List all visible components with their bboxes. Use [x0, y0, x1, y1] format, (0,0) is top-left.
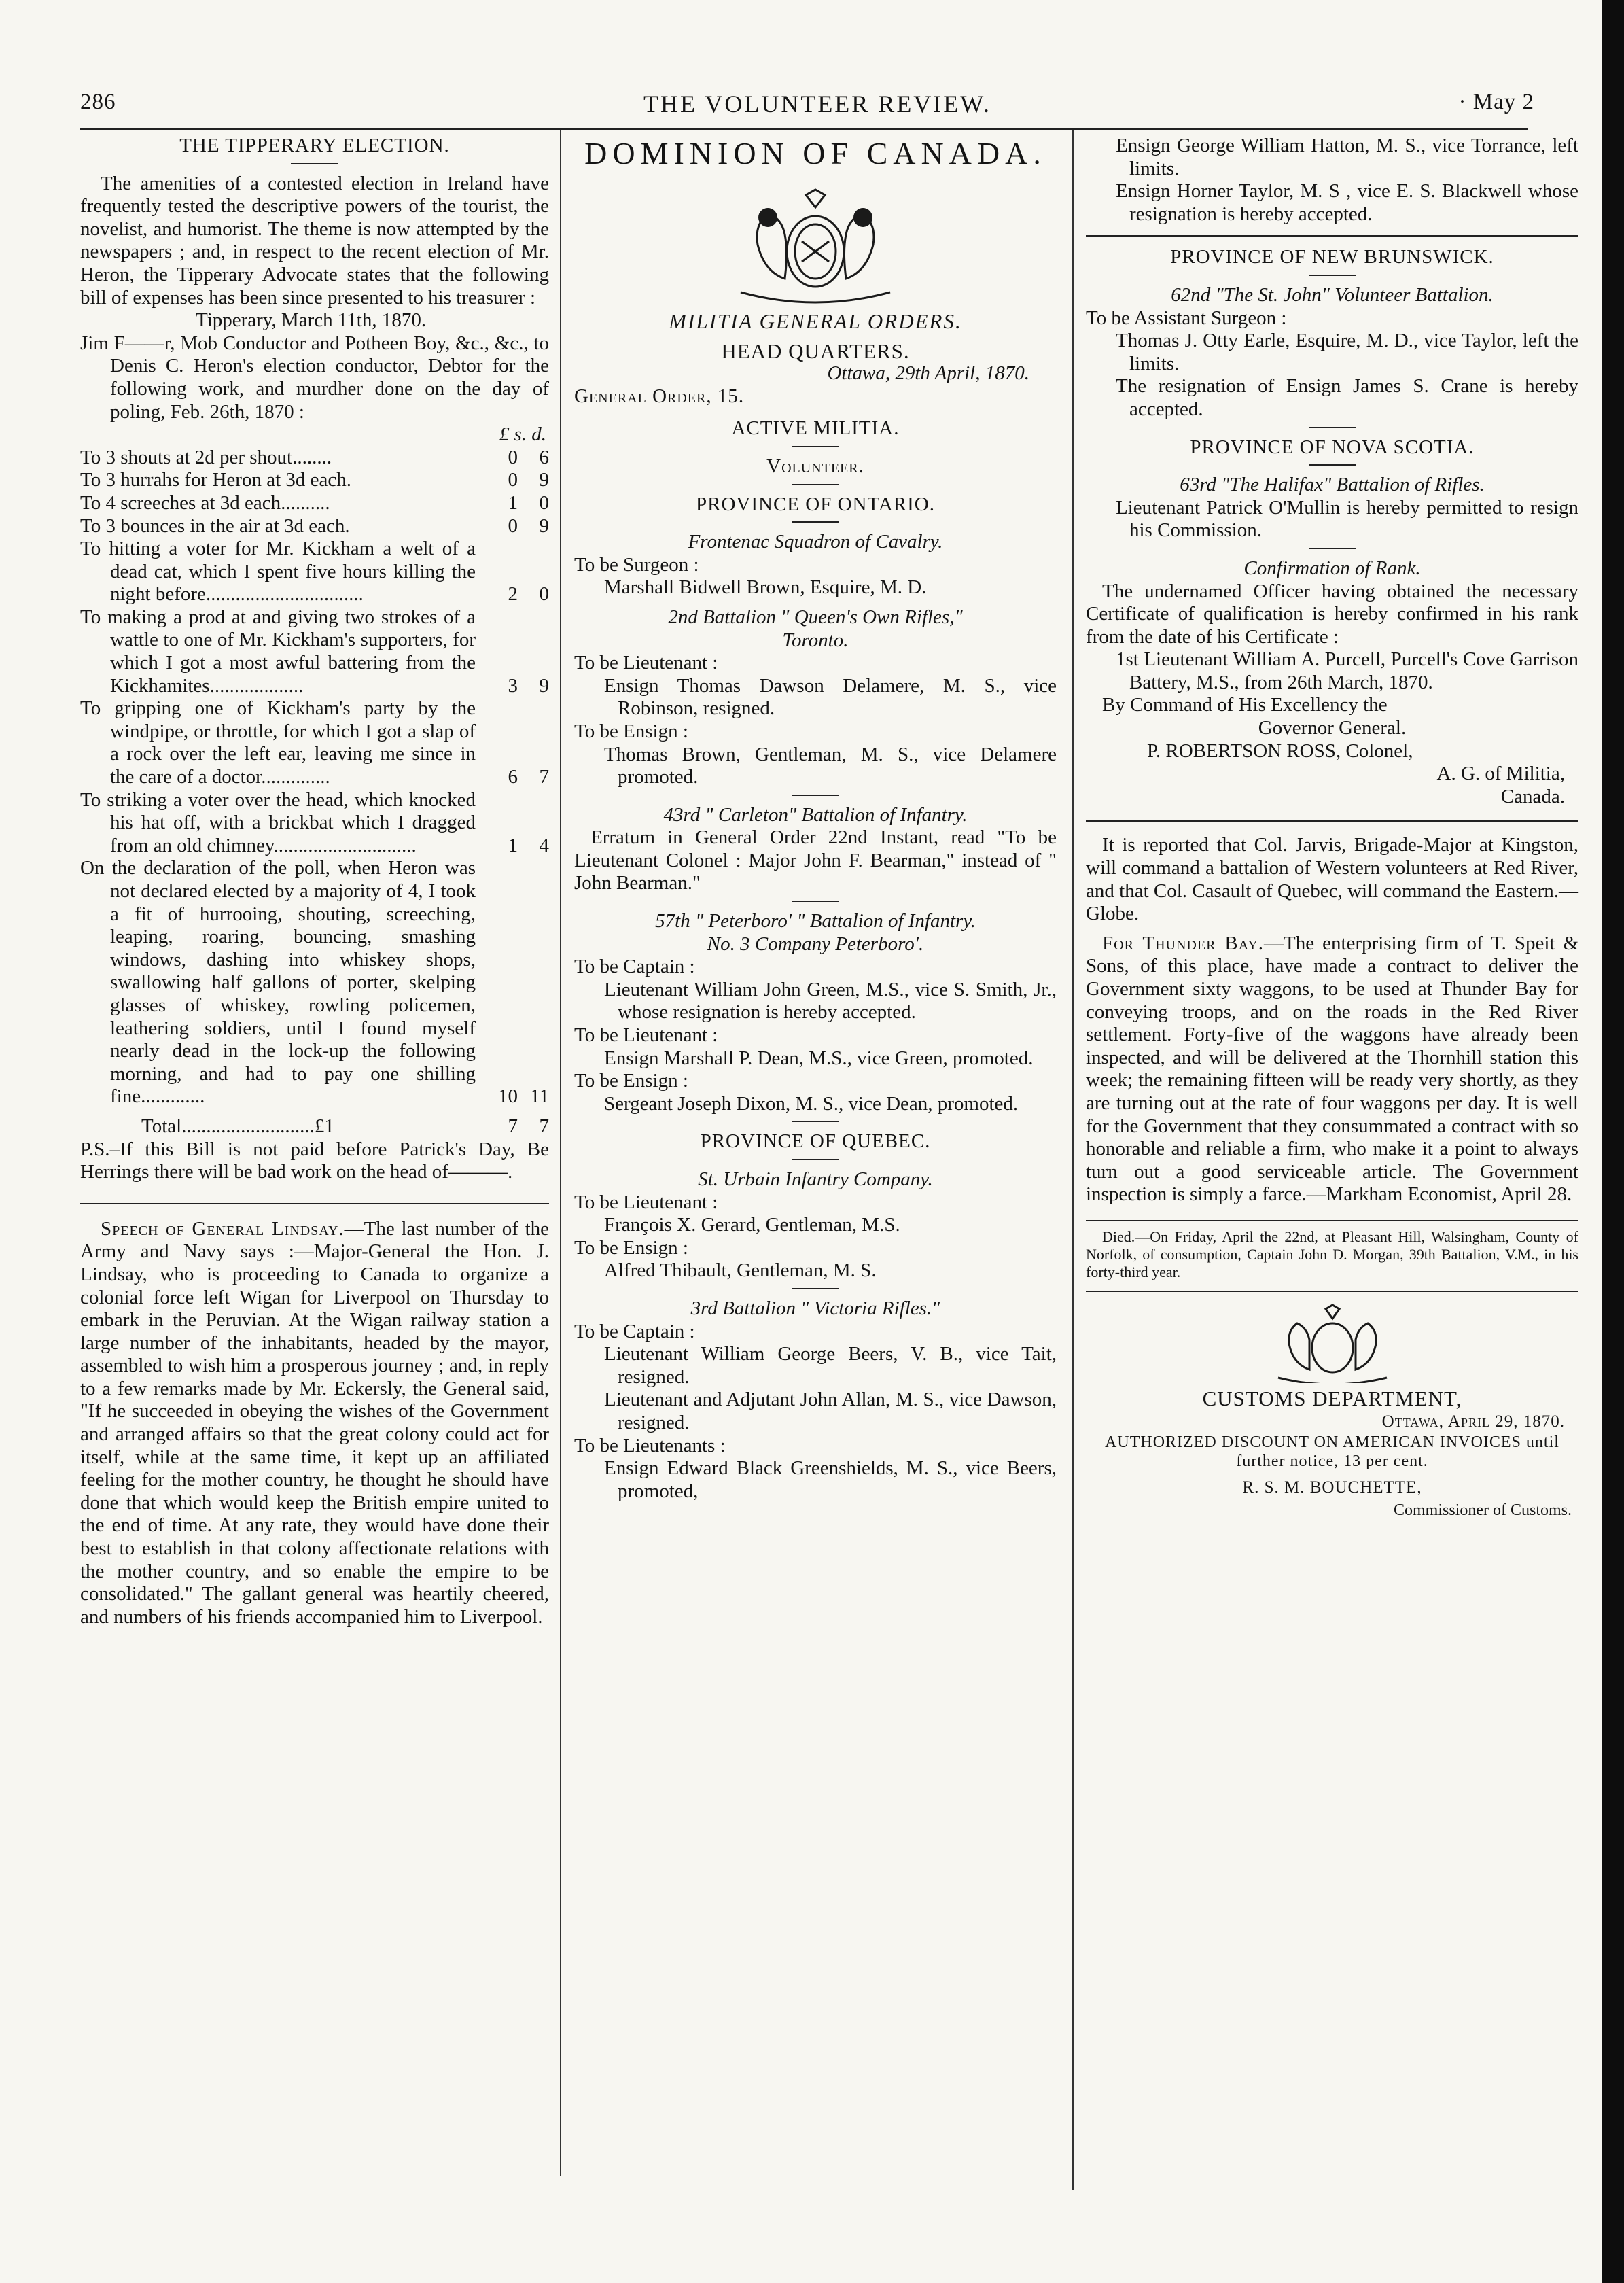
signature-line: By Command of His Excellency the [1102, 694, 1388, 716]
title-rule [291, 163, 338, 164]
customs-date: Ottawa, April 29, 1870. [1381, 1412, 1565, 1431]
column-tipperary [80, 135, 549, 1628]
appointment: 1st Lieutenant William A. Purcell, Purcell's Cove Garrison Battery, M.S., from 26th March, 1870. [1116, 648, 1578, 693]
nova-scotia-heading: PROVINCE OF NOVA SCOTIA. [1190, 436, 1475, 458]
bill-item: To 3 hurrahs for Heron at 3d each. 0 9 [80, 469, 549, 491]
appointment: Lieutenant Patrick O'Mullin is hereby permitted to resign his Commission. [1116, 496, 1578, 542]
appointment-label: To be Assistant Surgeon : [1086, 307, 1287, 329]
erratum: Erratum in General Order 22nd Instant, read "To be Lieutenant Colonel : Major John F. Bearman," instead of " John Bearman." [574, 826, 1057, 894]
halifax-unit: 63rd "The Halifax" Battalion of Rifles. [1180, 474, 1485, 496]
tipperary-dateline: Tipperary, March 11th, 1870. [196, 309, 427, 332]
page-header [80, 87, 1555, 130]
column-militia-orders [574, 135, 1057, 1503]
appointment-label: To be Lieutenant : [574, 1024, 718, 1047]
section-rule [1086, 1291, 1578, 1292]
appointment: Ensign Edward Black Greenshields, M. S., vice Beers, promoted, [604, 1457, 1057, 1502]
header-rule [80, 128, 1528, 130]
confirmation-text: The undernamed Officer having obtained the necessary Certificate of qualification is hereby confirmed in his rank from the date of his Certificate : [1086, 580, 1578, 648]
appointment-label: To be Ensign : [574, 720, 688, 742]
appointment: The resignation of Ensign James S. Crane is hereby accepted. [1116, 375, 1578, 420]
volunteer-heading: Volunteer. [766, 455, 864, 477]
appointment-label: To be Surgeon : [574, 553, 699, 576]
st-john-unit: 62nd "The St. John" Volunteer Battalion. [1171, 283, 1494, 306]
appointment: Marshall Bidwell Brown, Esquire, M. D. [604, 576, 927, 599]
customs-heading: CUSTOMS DEPARTMENT, [1202, 1386, 1462, 1410]
appointment-label: To be Lieutenants : [574, 1434, 726, 1457]
active-militia-heading: ACTIVE MILITIA. [731, 417, 900, 440]
section-rule [1086, 1220, 1578, 1221]
appointment: Ensign Thomas Dawson Delamere, M. S., vice Robinson, resigned. [604, 674, 1057, 720]
appointment: Ensign Horner Taylor, M. S , vice E. S. Blackwell whose resignation is hereby accepted. [1116, 180, 1578, 225]
appointment: Alfred Thibault, Gentleman, M. S. [604, 1259, 877, 1282]
appointment-label: To be Ensign : [574, 1070, 688, 1092]
carleton-unit: 43rd " Carleton" Battalion of Infantry. [663, 803, 968, 826]
customs-notice: AUTHORIZED DISCOUNT ON AMERICAN INVOICES until further notice, 13 per cent. [1105, 1433, 1559, 1471]
section-rule [1086, 235, 1578, 237]
unit-location: Toronto. [782, 629, 849, 651]
appointment-label: To be Captain : [574, 1320, 695, 1342]
journal-title: THE VOLUNTEER REVIEW. [643, 90, 991, 118]
bill-item: To gripping one of Kickham's party by the windpipe, or throttle, for which I got a slap of a rock over the left ear, leaving me since in the care of a doctor.............. 6 7 [80, 697, 549, 788]
appointment-label: To be Lieutenant : [574, 1191, 718, 1213]
appointment: Ensign Marshall P. Dean, M.S., vice Green, promoted. [604, 1047, 1034, 1069]
victoria-unit: 3rd Battalion " Victoria Rifles." [690, 1297, 940, 1319]
new-brunswick-heading: PROVINCE OF NEW BRUNSWICK. [1170, 246, 1494, 268]
appointment-label: To be Captain : [574, 956, 695, 978]
appointment: Thomas J. Otty Earle, Esquire, M. D., vice Taylor, left the limits. [1116, 330, 1578, 374]
appointment: Ensign George William Hatton, M. S., vice Torrance, left limits. [1116, 135, 1578, 179]
tipperary-intro: The amenities of a contested election in Ireland have frequently tested the descriptive powers of the tourist, the novelist, and humorist. The theme is now attempted by the newspapers ; and, in respect to the recent election of Mr. Heron, the Tipperary Advocate states that the following bill of expenses has been since presented to his treasurer : [80, 172, 549, 309]
jarvis-article: It is reported that Col. Jarvis, Brigade-Major at Kingston, will command a battalion of Western volunteers at Red River, and that Col. Casault of Quebec, will command the Eastern.—Globe. [1086, 834, 1578, 925]
qor-unit: 2nd Battalion " Queen's Own Rifles," [668, 606, 963, 628]
dominion-title: DOMINION OF CANADA. [584, 136, 1046, 171]
postscript: P.S.–If this Bill is not paid before Patrick's Day, Be Herrings there will be bad work on the head of———. [80, 1138, 549, 1183]
section-rule [1086, 820, 1578, 822]
appointment: Thomas Brown, Gentleman, M. S., vice Delamere promoted. [604, 743, 1057, 788]
currency-header: £ s. d. [499, 423, 546, 446]
peterboro-unit: 57th " Peterboro' " Battalion of Infantry. [655, 910, 976, 933]
bill-item: To 4 screeches at 3d each.......... 1 0 [80, 491, 549, 514]
appointment-label: To be Ensign : [574, 1236, 688, 1259]
speech-article: Speech of General Lindsay.—The last number of the Army and Navy says :—Major-General the Hon. J. Lindsay, who is proceeding to Canada to organize a colonial force left Wigan for Liverpool on Thursday to embark in the Peruvian. At the Wigan railway station a large number of the inhabitants, headed by the mayor, assembled to wish him a prosperous journey ; and, in reply to a few remarks made by Mr. Eckersly, the General said, "If he succeeded in obeying the wishes of the Government and arranged affairs so that the great colony could act for itself, while at the same time, it kept up an affiliated feeling for the mother country, he thought he should have done that which would keep the British empire united to the end of time. At any rate, they would have done their best to establish in that colony affectionate relations with the mother country, and so enable the empire to be consolidated." The gallant general was heartily cheered, and numbers of his friends accompanied him to Liverpool. [80, 1217, 549, 1628]
column-provinces [1086, 135, 1578, 1522]
bill-total: Total...........................£1 7 7 [141, 1115, 549, 1137]
article-separator [80, 1203, 549, 1204]
bill-address: Jim F——r, Mob Conductor and Potheen Boy, &c., &c., to Denis C. Heron's election conductor, Debtor for the following work, and murdher done on the day of poling, Feb. 26th, 1870 : [80, 332, 549, 423]
company: No. 3 Company Peterboro'. [707, 933, 924, 955]
customs-signature-title: Commissioner of Customs. [1393, 1501, 1572, 1519]
frontenac-unit: Frontenac Squadron of Cavalry. [688, 531, 943, 553]
appointment: François X. Gerard, Gentleman, M.S. [604, 1214, 900, 1236]
signature-line: Governor General. [1258, 717, 1407, 739]
general-order-number: General Order, 15. [574, 385, 745, 407]
appointment: Lieutenant and Adjutant John Allan, M. S., vice Dawson, resigned. [604, 1389, 1057, 1433]
signature-line: Canada. [1500, 785, 1565, 807]
bill-item: To 3 shouts at 2d per shout........ 0 6 [80, 446, 549, 468]
head-quarters: HEAD QUARTERS. [721, 338, 910, 363]
bill-item: To 3 bounces in the air at 3d each. 0 9 [80, 515, 549, 537]
quebec-heading: PROVINCE OF QUEBEC. [700, 1130, 931, 1153]
militia-orders-heading: MILITIA GENERAL ORDERS. [669, 309, 962, 333]
confirmation-heading: Confirmation of Rank. [1243, 557, 1421, 579]
column-divider-2 [1072, 130, 1074, 2190]
page-binding-edge [1602, 0, 1624, 2283]
appointment: Lieutenant William John Green, M.S., vice S. Smith, Jr., whose resignation is hereby accepted. [604, 978, 1057, 1024]
bill-item: On the declaration of the poll, when Heron was not declared elected by a majority of 4, I took a fit of hurrooing, shouting, screeching, leaping, roaring, bouncing, smashing windows, dashing into whiskey shops, swallowing half gallons of porter, skelping glasses of whiskey, rowling policemen, leathering soldiers, until I found myself nearly dead in the lock-up the following morning, and had to pay one shilling fine............. 10 11 [80, 857, 549, 1108]
bill-item: To hitting a voter for Mr. Kickham a welt of a dead cat, which I spent five hours killing the night before................................ 2 0 [80, 538, 549, 606]
page-number: 286 [80, 90, 116, 114]
appointment: Lieutenant William George Beers, V. B., vice Tait, resigned. [604, 1343, 1057, 1388]
signature-line: P. ROBERTSON ROSS, Colonel, [1147, 739, 1413, 762]
appointment: Sergeant Joseph Dixon, M. S., vice Dean, promoted. [604, 1092, 1019, 1115]
bill-item: To striking a voter over the head, which knocked his hat off, with a brickbat which I dragged from an old chimney............................. 1 4 [80, 788, 549, 856]
death-notice: Died.—On Friday, April the 22nd, at Pleasant Hill, Walsingham, County of Norfolk, of consumption, Captain John D. Morgan, 39th Battalion, V.M., in his forty-third year. [1086, 1227, 1578, 1280]
bill-item: To making a prod at and giving two strokes of a wattle to one of Mr. Kickham's supporters, for which I got a most awful battering from the Kickhamites................... 3 9 [80, 606, 549, 697]
thunder-bay-article: For Thunder Bay.—The enterprising firm of T. Speit & Sons, of this place, have made a contract to deliver the Government sixty waggons, to be used at Thunder Bay for conveying troops, and on the roads in the Red River settlement. Forty-five of the waggons have already been inspected, and will be delivered at the Thornhill station this week; the remaining fifteen will be ready very shortly, as they are turning out at the rate of four waggons per day. It is well for the Government that they consummated a contract with so honorable and reliable a firm, who make it a point to always turn out a good serviceable article. The Government inspection is simply a farce.—Markham Economist, April 28. [1086, 932, 1579, 1206]
appointment-label: To be Lieutenant : [574, 652, 718, 674]
customs-signature: R. S. M. BOUCHETTE, [1242, 1478, 1422, 1497]
column-divider-1 [560, 130, 561, 2176]
st-urbain-unit: St. Urbain Infantry Company. [698, 1168, 933, 1190]
ontario-heading: PROVINCE OF ONTARIO. [696, 493, 935, 515]
hq-date: Ottawa, 29th April, 1870. [827, 362, 1029, 385]
customs-crest-icon [1258, 1302, 1407, 1383]
issue-date: · May 2 [1458, 90, 1534, 114]
article-title-tipperary: THE TIPPERARY ELECTION. [179, 135, 450, 156]
signature-line: A. G. of Militia, [1436, 763, 1565, 785]
royal-arms-crest-icon [713, 177, 917, 306]
